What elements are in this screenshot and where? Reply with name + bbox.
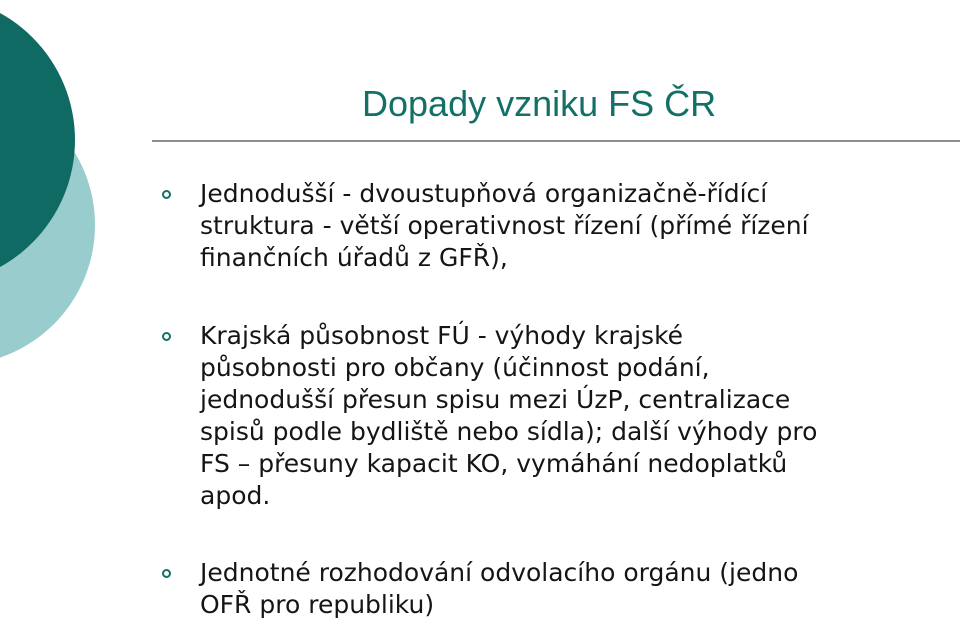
bullet-text bbox=[200, 320, 940, 512]
bullet-line: FS – přesuny kapacit KO, vymáhání nedoplatků bbox=[200, 449, 788, 478]
bullet-line: Jednodušší - dvoustupňová organizačně-řídící bbox=[200, 179, 768, 208]
bullet-line: jednodušší přesun spisu mezi ÚzP, centralizace bbox=[200, 385, 791, 414]
bullet-text bbox=[200, 557, 940, 621]
bullet-line: spisů podle bydliště nebo sídla); další výhody pro bbox=[200, 417, 818, 446]
bullet-line: apod. bbox=[200, 481, 271, 510]
bullet-line: OFŘ pro republiku) bbox=[200, 590, 435, 619]
bullet-line: působnosti pro občany (účinnost podání, bbox=[200, 353, 710, 382]
bullet-line: Jednotné rozhodování odvolacího orgánu (jedno bbox=[200, 558, 799, 587]
bullet-line: struktura - větší operativnost řízení (přímé řízení bbox=[200, 211, 809, 240]
bullet-marker-icon bbox=[162, 190, 171, 199]
bullet-line: finančních úřadů z GFŘ), bbox=[200, 243, 508, 272]
bullet-line: Krajská působnost FÚ - výhody krajské bbox=[200, 321, 684, 350]
bullet-marker-icon bbox=[162, 569, 171, 578]
bullet-text bbox=[200, 178, 940, 274]
bullet-marker-icon bbox=[162, 332, 171, 341]
slide-title: Dopady vzniku FS ČR bbox=[362, 83, 717, 124]
